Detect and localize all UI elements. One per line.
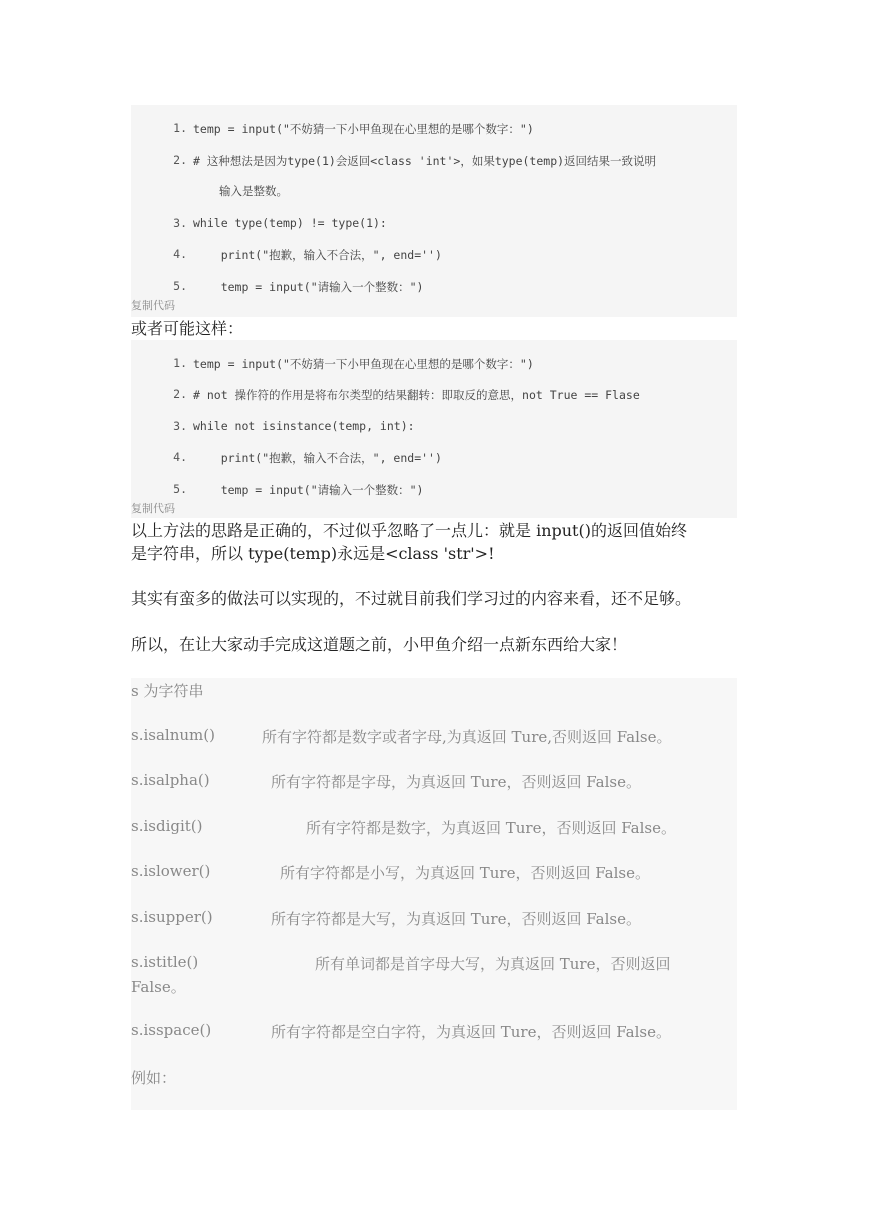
method-desc: 所有字符都是数字或者字母,为真返回 Ture,否则返回 False。: [262, 728, 672, 746]
line-number: 3.: [173, 419, 187, 433]
line-text: # 这种想法是因为type(1)会返回<class 'int'>，如果type(temp)返回结果一致说明: [193, 154, 657, 168]
code-line-2-wrap: 输入是整数。: [219, 184, 288, 198]
code-block-1: [131, 105, 737, 317]
method-desc: 所有单词都是首字母大写，为真返回 Ture，否则返回: [315, 955, 671, 973]
method-desc: 所有字符都是小写，为真返回 Ture，否则返回 False。: [280, 864, 650, 882]
method-name: s.isdigit(): [131, 817, 203, 835]
line-number: 5.: [173, 279, 187, 293]
example-label: 例如：: [131, 1069, 177, 1087]
paragraph-1-line-2: 是字符串，所以 type(temp)永远是<class 'str'>!: [131, 544, 495, 563]
method-name: s.isupper(): [131, 908, 213, 926]
ref-heading: s 为字符串: [131, 682, 204, 700]
code-block-2: [131, 340, 737, 518]
paragraph-2: 其实有蛮多的做法可以实现的，不过就目前我们学习过的内容来看，还不足够。: [131, 589, 692, 608]
method-name: s.isspace(): [131, 1021, 212, 1039]
line-number: 1.: [173, 356, 187, 370]
paragraph-1-line-1: 以上方法的思路是正确的，不过似乎忽略了一点儿：就是 input()的返回值始终: [131, 521, 687, 540]
method-row-isdigit: [131, 817, 731, 835]
code-line-1: [173, 121, 729, 137]
line-number: 5.: [173, 482, 187, 496]
method-desc: 所有字符都是数字，为真返回 Ture，否则返回 False。: [306, 819, 676, 837]
method-row-isalnum: [131, 726, 741, 744]
method-desc: 所有字符都是字母，为真返回 Ture，否则返回 False。: [271, 773, 641, 791]
code-line-2: [173, 153, 729, 169]
code-line-3: [173, 419, 729, 433]
line-text: temp = input("不妨猜一下小甲鱼现在心里想的是哪个数字："): [193, 357, 534, 371]
copy-code-button[interactable]: 复制代码: [131, 299, 175, 312]
line-number: 2.: [173, 153, 187, 167]
code-line-5: [173, 482, 729, 498]
line-text: temp = input("不妨猜一下小甲鱼现在心里想的是哪个数字："): [193, 122, 534, 136]
line-number: 3.: [173, 216, 187, 230]
line-number: 4.: [173, 450, 187, 464]
method-name: s.isalpha(): [131, 771, 210, 789]
code-line-5: [173, 279, 729, 295]
paragraph-3: 所以，在让大家动手完成这道题之前，小甲鱼介绍一点新东西给大家！: [131, 635, 628, 654]
code-line-4: [173, 247, 729, 263]
copy-code-button[interactable]: 复制代码: [131, 502, 175, 515]
code-line-1: [173, 356, 729, 372]
line-text: temp = input("请输入一个整数："): [193, 280, 424, 294]
line-text: # not 操作符的作用是将布尔类型的结果翻转：即取反的意思，not True == Flase: [193, 388, 640, 402]
line-text: print("抱歉，输入不合法，", end=''): [193, 248, 442, 262]
method-row-istitle: [131, 953, 731, 971]
line-text: print("抱歉，输入不合法，", end=''): [193, 451, 442, 465]
line-number: 4.: [173, 247, 187, 261]
method-row-islower: [131, 862, 731, 880]
string-methods-box: [131, 678, 737, 1110]
method-desc: 所有字符都是大写，为真返回 Ture，否则返回 False。: [271, 910, 641, 928]
intro-text: 或者可能这样：: [131, 319, 244, 338]
method-row-isupper: [131, 908, 731, 926]
line-text: temp = input("请输入一个整数："): [193, 483, 424, 497]
method-name: s.islower(): [131, 862, 211, 880]
line-number: 1.: [173, 121, 187, 135]
line-text: while type(temp) != type(1):: [193, 216, 387, 230]
line-number: 2.: [173, 387, 187, 401]
code-line-2: [173, 387, 729, 403]
istitle-wrap: False。: [131, 978, 186, 996]
line-text: while not isinstance(temp, int):: [193, 419, 415, 433]
method-row-isalpha: [131, 771, 731, 789]
method-desc: 所有字符都是空白字符，为真返回 Ture，否则返回 False。: [271, 1023, 671, 1041]
code-line-3: [173, 216, 729, 230]
method-name: s.isalnum(): [131, 726, 215, 744]
method-name: s.istitle(): [131, 953, 199, 971]
method-row-isspace: [131, 1021, 731, 1039]
code-line-4: [173, 450, 729, 466]
